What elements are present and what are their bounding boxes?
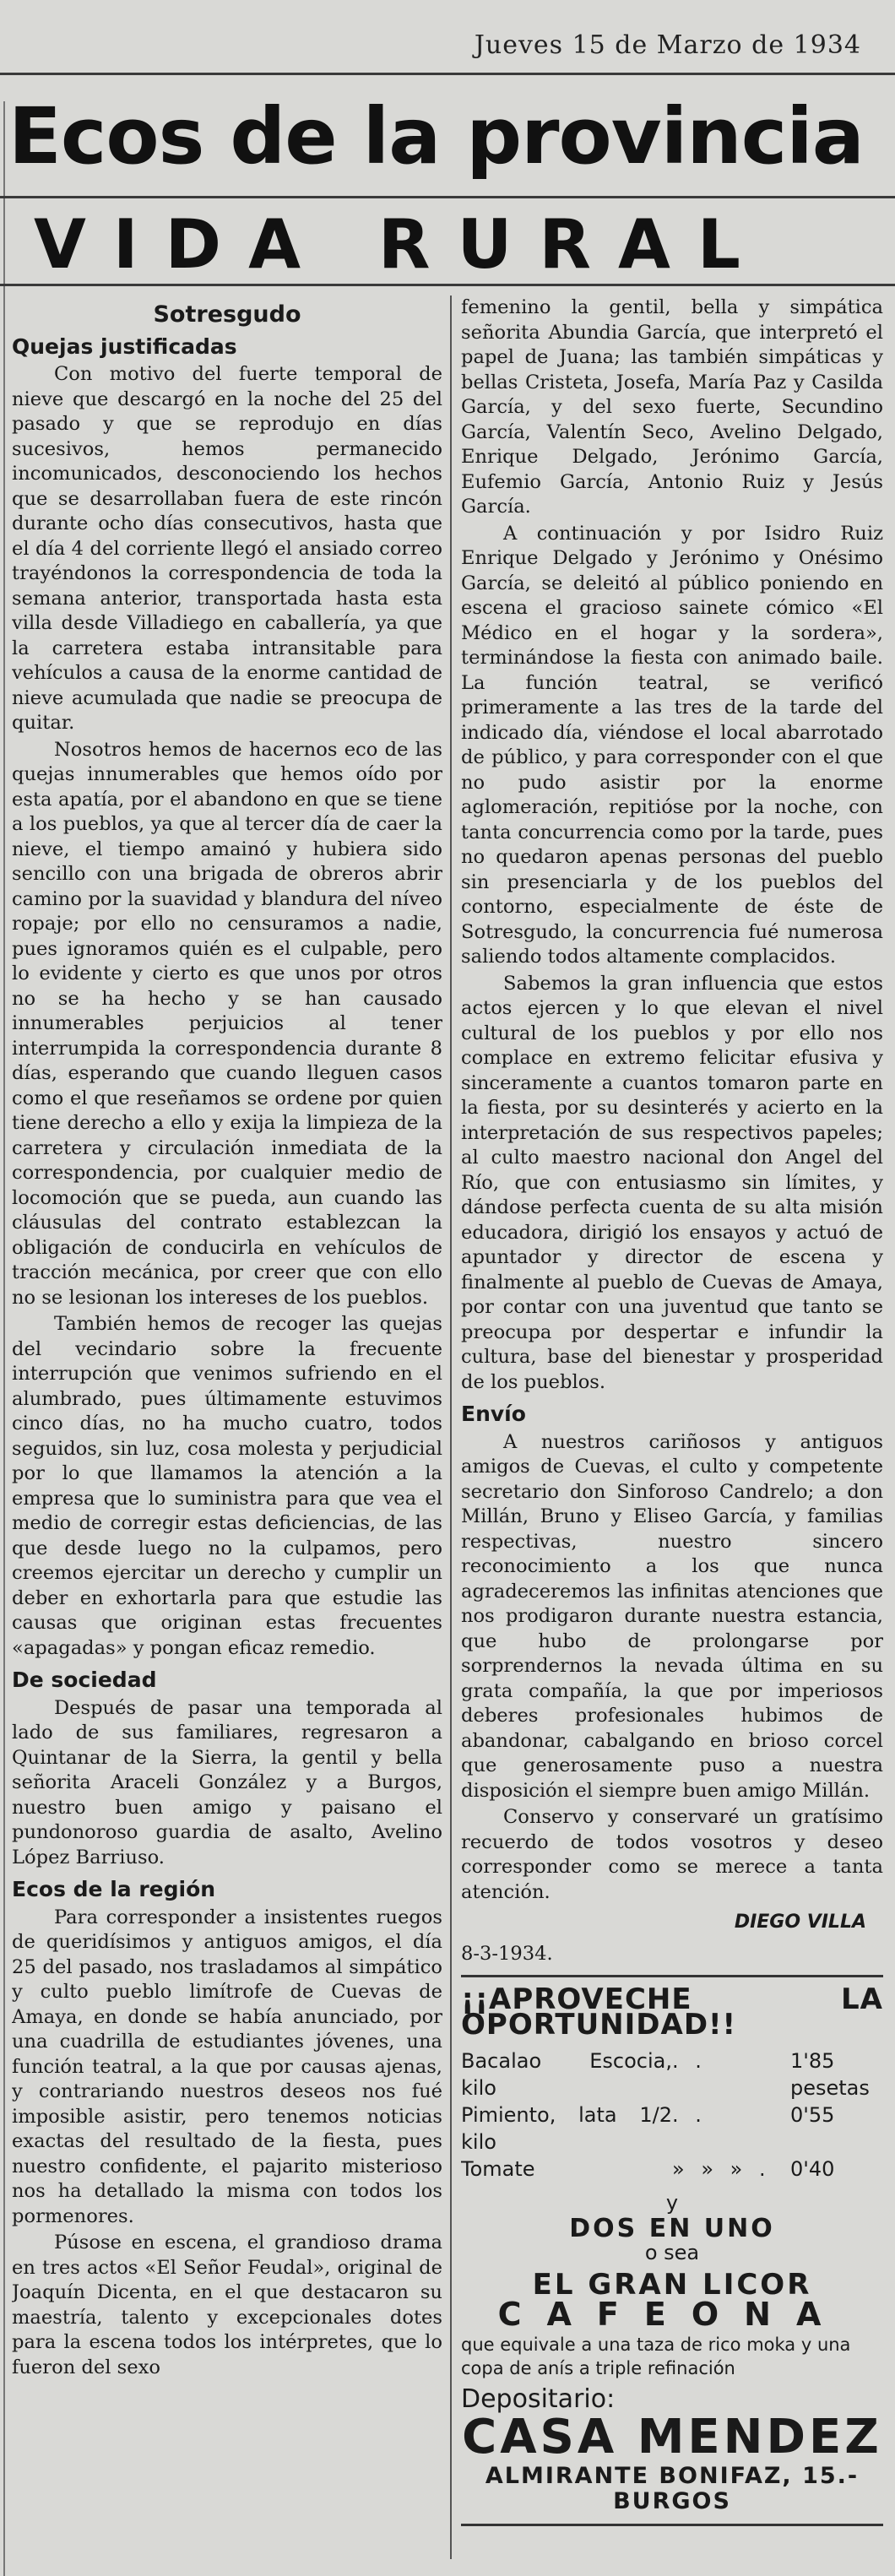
- item-dots: » » » .: [672, 2157, 771, 2181]
- article-dateline: 8-3-1934.: [461, 1942, 553, 1965]
- item-dots: . .: [672, 2103, 707, 2127]
- section-subtitle: VIDA RURAL: [34, 205, 768, 284]
- issue-date: Jueves 15 de Marzo de 1934: [474, 30, 861, 60]
- price-row: [461, 2047, 883, 2101]
- right-column: [461, 296, 883, 2559]
- heading-quejas: Quejas justificadas: [12, 334, 237, 359]
- paragraph: Con motivo del fuerte temporal de nieve que descargó en la noche del 25 del pasado y que se reprodujo en días sucesivos, hemos permanecido incomunicados, desconociendo los hechos que se desarrollaban fuera de este rincón durante ocho días consecutivos, hasta que el día 4 del corriente llegó el ansiado correo trayéndonos la correspondencia de toda la semana anterior, transportada hasta esta villa desde Villadiego en caballería, ya que la carretera estaba intransitable para vehículos a causa de la enorme cantidad de nieve acumulada que nadie se preocupa de quitar.: [12, 363, 442, 734]
- ad-brand: CAFEONA: [497, 2296, 847, 2333]
- paragraph: femenino la gentil, bella y simpática señorita Abundia García, que interpretó el papel de Juana; las también simpáticas y bellas Cristeta, Josefa, María Paz y Casilda García, y del sexo fuerte, Secundino García, Valentín Seco, Avelino Delgado, Enrique Delgado, Jerónimo García, Eufemio García, Antonio Ruiz y Jesús García.: [461, 296, 883, 518]
- paragraph: Después de pasar una temporada al lado de sus familiares, regresaron a Quintanar de la Sierra, la gentil y bella señorita Araceli González y a Burgos, nuestro buen amigo y paisano el pundonoroso guardia de asalto, Avelino López Barriuso.: [12, 1696, 442, 1868]
- ad-address: ALMIRANTE BONIFAZ, 15.-BURGOS: [485, 2463, 860, 2514]
- price-row: [461, 2101, 883, 2156]
- ad-store-name: CASA MENDEZ: [462, 2410, 882, 2465]
- ad-headline: ¡¡APROVECHE LA OPORTUNIDAD!!: [461, 1982, 883, 2042]
- item-dots: . .: [672, 2049, 707, 2073]
- item-name: Tomate: [461, 2157, 535, 2181]
- ad-depositary-label: Depositario:: [461, 2383, 616, 2414]
- author-signature: DIEGO VILLA: [734, 1912, 866, 1933]
- item-price: 0'40: [790, 2157, 835, 2181]
- left-column: [12, 296, 442, 2559]
- left-edge-line: [3, 101, 5, 2576]
- ad-two-in-one: DOS EN UNO: [569, 2213, 775, 2243]
- paragraph: A nuestros cariñosos y antiguos amigos de Cuevas, el culto y competente secretario don Sinforoso Candrelo; a don Millán, Bruno y Eliseo García, y familias respectivas, nuestro sincero reconocimiento a los que nunca agradeceremos las infinitas atenciones que nos prodigaron durante nuestra estancia, que hubo de prolongarse por sorprendernos la nevada última en su grata compañía, la que por imperiosos deberes profesionales hubimos de abandonar, cabalgando en brioso corcel que generosamente puso a nuestra disposición el siempre buen amigo Millán.: [461, 1430, 883, 1802]
- subtitle-rule: [0, 284, 895, 286]
- place-heading: Sotresgudo: [153, 301, 301, 328]
- heading-envio: Envío: [461, 1402, 526, 1426]
- header-rule: [0, 73, 895, 75]
- paragraph: Conservo y conservaré un gratísimo recuerdo de todos vosotros y deseo corresponder como se merece a tanta atención.: [461, 1806, 883, 1903]
- heading-region: Ecos de la región: [12, 1877, 216, 1901]
- ad-or-be: o sea: [644, 2241, 700, 2264]
- paragraph: A continuación y por Isidro Ruiz Enrique Delgado y Jerónimo y Onésimo García, se deleitó al público poniendo en escena el gracioso sainete cómico «El Médico en el hogar y la sordera», terminándose la fiesta con animado baile. La función teatral, se verificó primeramente a las tres de la tarde del indicado día, viéndose el local abarrotado de público, y para corresponder con el que no pudo asistir por la enorme aglomeración, repitióse por la noche, con tanta concurrencia como por la tarde, pues no quedaron apenas personas del pueblo sin presenciarla y de los pueblos del contorno, especialmente de éste de Sotresgudo, la concurrencia fué numerosa saliendo todos altamente complacidos.: [461, 522, 883, 968]
- paragraph: Para corresponder a insistentes ruegos de queridísimos y antiguos amigos, el día 25 del pasado, nos trasladamos al simpático y culto pueblo limítrofe de Cuevas de Amaya, en donde se había anunciado, por una cuadrilla de estudiantes jóvenes, una función teatral, a la que por causas ajenas, y contrariando nuestros deseos nos fué imposible asistir, pero tenemos noticias exactas del resultado de la fiesta, pues nuestro confidente, el pajarito misterioso nos ha detallado la misma con todos los pormenores.: [12, 1906, 442, 2227]
- item-price: 0'55: [790, 2103, 835, 2127]
- price-row: [461, 2156, 883, 2183]
- ad-liquor: EL GRAN LICOR: [532, 2267, 812, 2302]
- item-price: 1'85 pesetas: [790, 2049, 870, 2100]
- section-title: Ecos de la provincia: [8, 91, 864, 182]
- paragraph: Púsose en escena, el grandioso drama en tres actos «El Señor Feudal», original de Joaquín Dicenta, en el que destacaron su maestría, talento y excepcionales dotes para la escena todos los intérpretes, que lo fueron del sexo: [12, 2232, 442, 2378]
- advertisement: [461, 1975, 883, 2526]
- heading-sociedad: De sociedad: [12, 1668, 157, 1692]
- ad-description: que equivale a una taza de rico moka y una copa de anís a triple refinación: [461, 2334, 851, 2378]
- paragraph: Sabemos la gran influencia que estos actos ejercen y lo que elevan el nivel cultural de los pueblos y por ello nos complace en extremo felicitar efusiva y sinceramente a cuantos tomaron parte en la fiesta, por su desinterés y acierto en la interpretación de sus respectivos papeles; al culto maestro nacional don Angel del Río, que con entusiasmo sin límites, y dándose perfecta cuenta de su alta misión educadora, dirigió los ensayos y actuó de apuntador y director de escena y finalmente al pueblo de Cuevas de Amaya, por contar con una juventud que tanto se preocupa por despertar e infundir la cultura, base del bienestar y prosperidad de los pueblos.: [461, 972, 883, 1393]
- item-name: Bacalao Escocia, kilo: [461, 2049, 672, 2100]
- title-rule: [0, 196, 895, 198]
- paragraph: También hemos de recoger las quejas del vecindario sobre la frecuente interrupción que venimos sufriendo en el alumbrado, pues últimamente estuvimos cinco días, no ha mucho cuatro, todos seguidos, sin luz, cosa molesta y perjudicial por lo que llamamos la atención a la empresa que lo suministra para que vea el medio de corregir estas deficiencias, de las que desde luego no la culpamos, pero creemos ejercitar un derecho y cumplir un deber en exhortarla para que estudie las causas que originan estas frecuentes «apagadas» y pongan eficaz remedio.: [12, 1313, 442, 1659]
- column-divider: [450, 296, 452, 2559]
- paragraph: Nosotros hemos de hacernos eco de las quejas innumerables que hemos oído por esta apatía, por el abandono en que se tiene a los pueblos, ya que al tercer día de caer la nieve, el tiempo amainó y hubiera sido sencillo con una brigada de obreros abrir camino por la suavidad y blandura del níveo ropaje; por ello no censuramos a nadie, pues ignoramos quién es el culpable, pero lo evidente y cierto es que unos por otros no se ha hecho y se han causado innumerables perjuicios al tener interrumpida la correspondencia durante 8 días, esperando que cuando lleguen casos como el que reseñamos se ordene por quien tiene derecho a ello y exija la limpieza de la carretera y circulación inmediata de la correspondencia, por cualquier medio de locomoción que se pueda, aun cuando las cláusulas del contrato establezcan la obligación de conducirla en vehículos de tracción mecánica, por creer que con ello no se lesionan los intereses de los pueblos.: [12, 738, 442, 1309]
- item-name: Pimiento, lata 1/2 kilo: [461, 2103, 672, 2154]
- ad-and: y: [665, 2191, 679, 2215]
